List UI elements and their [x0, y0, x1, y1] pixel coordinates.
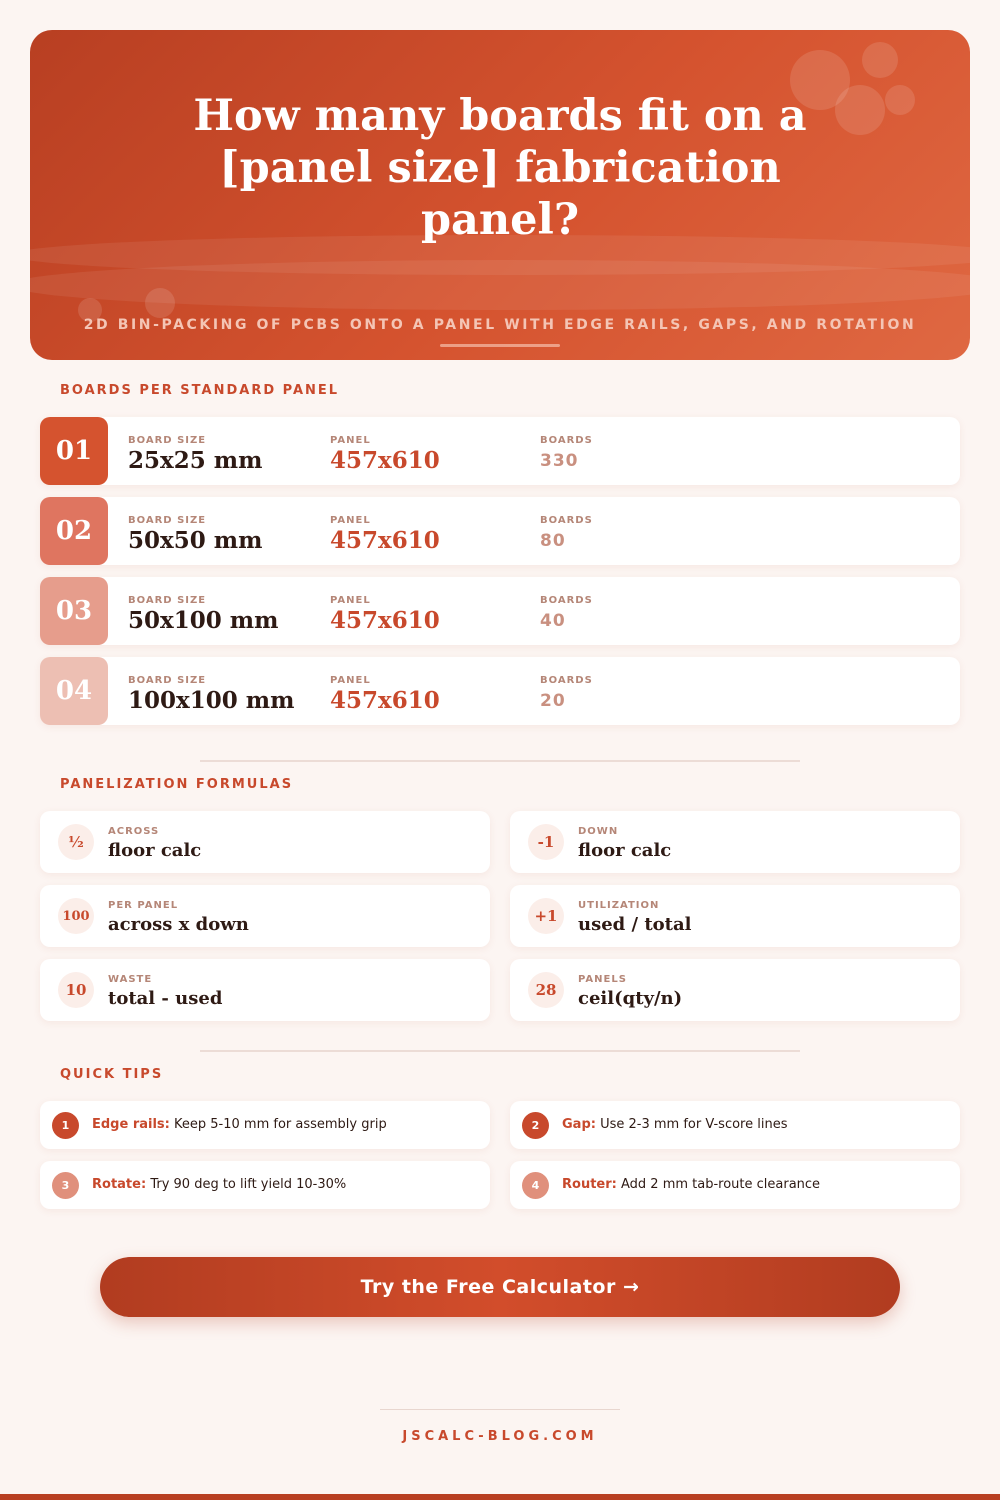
- try-calculator-button[interactable]: Try the Free Calculator →: [100, 1257, 900, 1317]
- row-number-badge: 02: [40, 497, 108, 565]
- tip-text: [562, 1177, 820, 1192]
- panel-value: 457x610: [330, 527, 440, 554]
- formula-badge: 100: [58, 898, 94, 934]
- tip-title: Rotate:: [92, 1177, 147, 1192]
- formula-label: ACROSS: [108, 826, 160, 837]
- panel-label: PANEL: [330, 675, 371, 686]
- formula-badge: ½: [58, 824, 94, 860]
- tip-number-badge: 2: [522, 1112, 549, 1139]
- formula-card-utilization: [510, 885, 960, 947]
- formula-card-panels: [510, 959, 960, 1021]
- formula-value: ceil(qty/n): [578, 988, 683, 1009]
- page-subtitle: 2D BIN-PACKING OF PCBS ONTO A PANEL WITH EDGE RAILS, GAPS, AND ROTATION: [83, 317, 917, 333]
- row-number-badge: 04: [40, 657, 108, 725]
- board-size-label: BOARD SIZE: [128, 675, 207, 686]
- board-row: [40, 577, 960, 645]
- bottom-accent-bar: [0, 1494, 1000, 1500]
- formula-badge: +1: [528, 898, 564, 934]
- tip-card-router: [510, 1161, 960, 1209]
- board-row: [40, 417, 960, 485]
- tip-number-badge: 3: [52, 1172, 79, 1199]
- hero-circle-decoration: [885, 85, 915, 115]
- row-number-badge: 03: [40, 577, 108, 645]
- tip-text: [562, 1117, 787, 1132]
- tip-title: Edge rails:: [92, 1117, 170, 1132]
- formula-label: DOWN: [578, 826, 619, 837]
- tip-card-gap: [510, 1101, 960, 1149]
- formula-label: PER PANEL: [108, 900, 179, 911]
- panel-value: 457x610: [330, 447, 440, 474]
- board-size-label: BOARD SIZE: [128, 595, 207, 606]
- hero-banner: [30, 30, 970, 360]
- formula-label: PANELS: [578, 974, 627, 985]
- section-label-tips: QUICK TIPS: [60, 1067, 164, 1082]
- panel-label: PANEL: [330, 515, 371, 526]
- boards-label: BOARDS: [540, 515, 593, 526]
- tip-card-rotate: [40, 1161, 490, 1209]
- row-number-badge: 01: [40, 417, 108, 485]
- boards-label: BOARDS: [540, 435, 593, 446]
- boards-value: 40: [540, 611, 566, 631]
- footer-divider: [380, 1409, 620, 1410]
- tip-description: Use 2-3 mm for V-score lines: [600, 1117, 788, 1132]
- board-size-value: 50x50 mm: [128, 527, 263, 554]
- panel-label: PANEL: [330, 595, 371, 606]
- boards-value: 330: [540, 451, 579, 471]
- hero-underline: [440, 344, 560, 347]
- footer-site-link[interactable]: JSCALC-BLOG.COM: [402, 1429, 598, 1444]
- page-title: How many boards fit on a [panel size] fabrication panel?: [193, 91, 807, 245]
- formula-badge: 10: [58, 972, 94, 1008]
- tip-number-badge: 1: [52, 1112, 79, 1139]
- tip-number-badge: 4: [522, 1172, 549, 1199]
- board-size-value: 25x25 mm: [128, 447, 263, 474]
- section-label-boards: BOARDS PER STANDARD PANEL: [60, 383, 340, 398]
- board-row: [40, 657, 960, 725]
- formula-label: WASTE: [108, 974, 153, 985]
- boards-value: 80: [540, 531, 566, 551]
- section-divider: [200, 1050, 800, 1052]
- formula-card-across: [40, 811, 490, 873]
- panel-label: PANEL: [330, 435, 371, 446]
- tip-description: Add 2 mm tab-route clearance: [620, 1177, 821, 1192]
- formula-label: UTILIZATION: [578, 900, 660, 911]
- tip-title: Router:: [562, 1177, 617, 1192]
- tip-description: Keep 5-10 mm for assembly grip: [174, 1117, 387, 1132]
- panel-value: 457x610: [330, 607, 440, 634]
- tip-text: [92, 1117, 387, 1132]
- formula-card-waste: [40, 959, 490, 1021]
- formula-value: floor calc: [108, 840, 202, 861]
- tip-text: [92, 1177, 346, 1192]
- formula-value: total - used: [108, 988, 223, 1009]
- panel-value: 457x610: [330, 687, 440, 714]
- board-size-value: 50x100 mm: [128, 607, 279, 634]
- board-size-value: 100x100 mm: [128, 687, 295, 714]
- section-divider: [200, 760, 800, 762]
- hero-circle-decoration: [145, 288, 175, 318]
- formula-value: across x down: [108, 914, 249, 935]
- boards-label: BOARDS: [540, 675, 593, 686]
- tip-title: Gap:: [562, 1117, 596, 1132]
- formula-badge: -1: [528, 824, 564, 860]
- tip-description: Try 90 deg to lift yield 10-30%: [150, 1177, 347, 1192]
- formula-card-per-panel: [40, 885, 490, 947]
- boards-label: BOARDS: [540, 595, 593, 606]
- formula-value: used / total: [578, 914, 692, 935]
- tip-card-edge-rails: [40, 1101, 490, 1149]
- formula-card-down: [510, 811, 960, 873]
- board-row: [40, 497, 960, 565]
- board-size-label: BOARD SIZE: [128, 515, 207, 526]
- hero-circle-decoration: [862, 42, 898, 78]
- board-size-label: BOARD SIZE: [128, 435, 207, 446]
- formula-badge: 28: [528, 972, 564, 1008]
- section-label-formulas: PANELIZATION FORMULAS: [60, 777, 294, 792]
- boards-value: 20: [540, 691, 566, 711]
- formula-value: floor calc: [578, 840, 672, 861]
